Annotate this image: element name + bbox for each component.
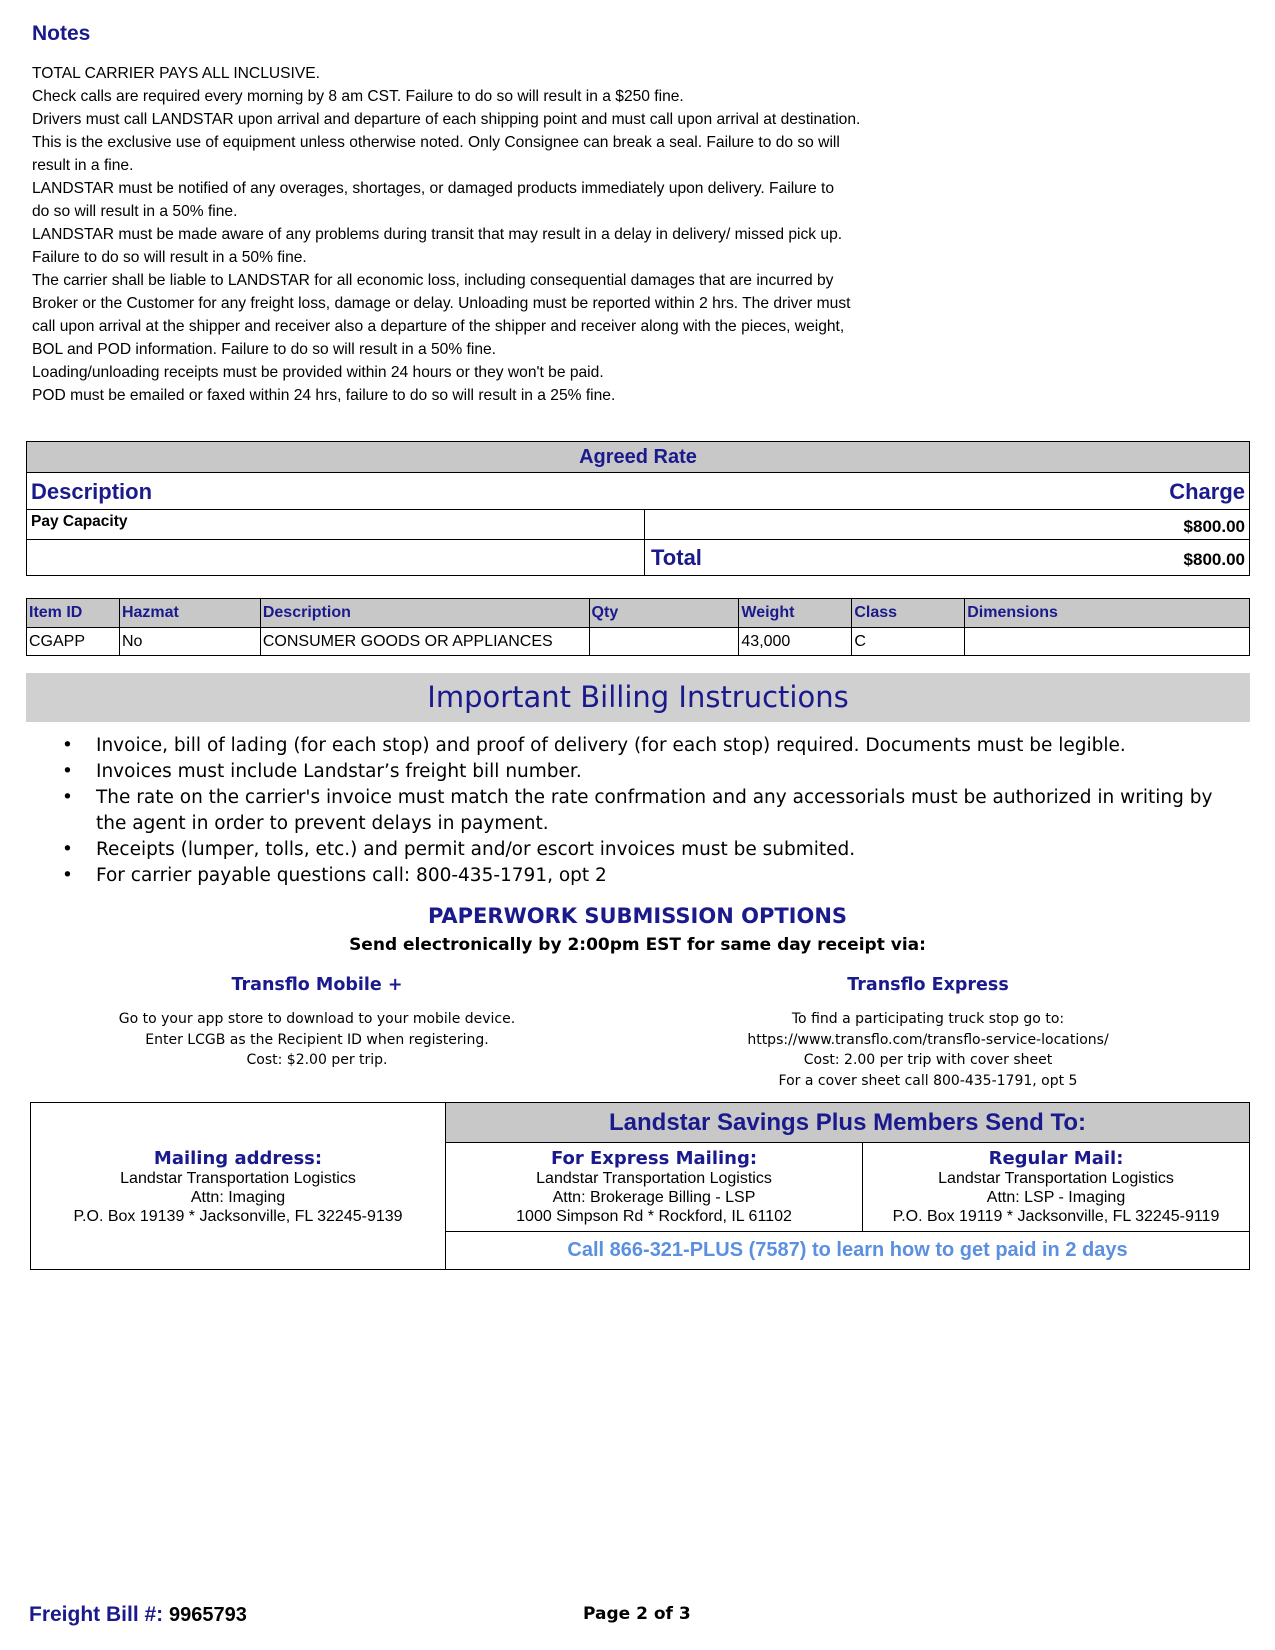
notes-line: Broker or the Customer for any freight loss, damage or delay. Unloading must be reported within 2 hrs. The driver must	[32, 295, 851, 312]
cell-qty	[589, 628, 739, 656]
notes-line: LANDSTAR must be notified of any overages, shortages, or damaged products immediately upon delivery. Failure to	[32, 180, 835, 197]
agreed-rate-title: Agreed Rate	[27, 442, 1249, 473]
notes-line: TOTAL CARRIER PAYS ALL INCLUSIVE.	[32, 65, 320, 82]
cell-item-id: CGAPP	[27, 628, 120, 656]
total-amount: $800.00	[1183, 550, 1245, 569]
regular-mail-heading: Regular Mail:	[988, 1148, 1124, 1169]
notes-line: Drivers must call LANDSTAR upon arrival and departure of each shipping point and must call upon arrival at destination.	[32, 111, 861, 128]
col-description: Description	[260, 599, 589, 628]
bullet-icon: •	[62, 735, 73, 756]
billing-title: Important Billing Instructions	[26, 673, 1250, 722]
savings-title: Landstar Savings Plus Members Send To:	[446, 1103, 1249, 1143]
notes-line: result in a fine.	[32, 157, 134, 174]
billing-list	[56, 733, 1246, 889]
list-item	[56, 785, 1246, 837]
col-item-id: Item ID	[27, 599, 120, 628]
table-row	[27, 628, 1250, 656]
bullet-text: For carrier payable questions call: 800-435-1791, opt 2	[96, 865, 607, 886]
mailing-address	[31, 1149, 445, 1226]
bullet-icon: •	[62, 787, 73, 808]
express-mailing-heading: For Express Mailing:	[550, 1148, 758, 1169]
col-weight: Weight	[739, 599, 852, 628]
freight-bill-label: Freight Bill #:	[29, 1603, 164, 1626]
notes-line: LANDSTAR must be made aware of any problems during transit that may result in a delay in delivery/ missed pick up.	[32, 226, 843, 243]
col-dimensions: Dimensions	[965, 599, 1250, 628]
bullet-icon: •	[62, 865, 73, 886]
paperwork-title: PAPERWORK SUBMISSION OPTIONS	[427, 904, 848, 928]
bullet-icon: •	[62, 839, 73, 860]
paperwork-subtitle: Send electronically by 2:00pm EST for same day receipt via:	[349, 935, 926, 955]
notes-line: Failure to do so will result in a 50% fine.	[32, 249, 307, 266]
transflo-express-line: For a cover sheet call 800-435-1791, opt 5	[778, 1072, 1078, 1089]
call-to-action: Call 866-321-PLUS (7587) to learn how to get paid in 2 days	[567, 1239, 1128, 1261]
express-mailing-address	[446, 1149, 862, 1226]
transflo-mobile-line: Cost: $2.00 per trip.	[246, 1052, 388, 1068]
notes-body	[32, 62, 992, 407]
items-table	[26, 598, 1250, 656]
list-item	[56, 837, 1246, 863]
transflo-express-line: To find a participating truck stop go to:	[791, 1011, 1065, 1027]
transflo-mobile-line: Go to your app store to download to your mobile device.	[118, 1011, 516, 1027]
transflo-express-line: Cost: 2.00 per trip with cover sheet	[803, 1052, 1053, 1068]
col-class: Class	[852, 599, 965, 628]
cell-class: C	[852, 628, 965, 656]
address-line: Landstar Transportation Logistics	[536, 1170, 772, 1187]
transflo-express	[668, 975, 1188, 1091]
address-line: 1000 Simpson Rd * Rockford, IL 61102	[516, 1208, 792, 1225]
list-item	[56, 863, 1246, 889]
mailing-address-heading: Mailing address:	[153, 1148, 323, 1169]
row-divider	[27, 539, 1249, 540]
transflo-mobile-title: Transflo Mobile +	[231, 975, 403, 995]
address-line: P.O. Box 19139 * Jacksonville, FL 32245-9139	[73, 1208, 403, 1225]
description-header: Description	[31, 479, 153, 504]
bullet-icon: •	[62, 761, 73, 782]
address-line: Attn: Brokerage Billing - LSP	[552, 1189, 756, 1206]
address-line: P.O. Box 19119 * Jacksonville, FL 32245-9119	[892, 1208, 1220, 1225]
address-line: Landstar Transportation Logistics	[120, 1170, 356, 1187]
address-line: Attn: Imaging	[190, 1189, 286, 1206]
notes-line: POD must be emailed or faxed within 24 hrs, failure to do so will result in a 25% fine.	[32, 387, 616, 404]
cell-dimensions	[965, 628, 1250, 656]
agreed-rate-table	[26, 441, 1250, 576]
notes-line: This is the exclusive use of equipment unless otherwise noted. Only Consignee can break a seal. Failure to do so will	[32, 134, 840, 151]
total-label: Total	[651, 545, 702, 570]
transflo-express-link[interactable]: https://www.transflo.com/transflo-service-locations/	[747, 1031, 1109, 1048]
bullet-text: Invoices must include Landstar’s freight bill number.	[96, 761, 582, 782]
freight-bill-number: 9965793	[169, 1604, 247, 1626]
bullet-text: Receipts (lumper, tolls, etc.) and permit and/or escort invoices must be submited.	[96, 839, 856, 860]
list-item	[56, 733, 1246, 759]
notes-title: Notes	[32, 22, 91, 45]
line-amount: $800.00	[1183, 517, 1245, 536]
transflo-mobile-line: Enter LCGB as the Recipient ID when registering.	[145, 1031, 489, 1048]
col-hazmat: Hazmat	[119, 599, 260, 628]
notes-line: do so will result in a 50% fine.	[32, 203, 238, 220]
savings-box	[30, 1102, 1250, 1270]
bullet-text: The rate on the carrier's invoice must match the rate confrmation and any accessorials must be authorized in writing by the agent in order to prevent delays in payment.	[96, 787, 1213, 834]
cell-hazmat: No	[119, 628, 260, 656]
address-line: Landstar Transportation Logistics	[938, 1170, 1174, 1187]
column-divider	[644, 509, 645, 575]
regular-mail-address	[863, 1149, 1249, 1226]
transflo-express-title: Transflo Express	[847, 975, 1009, 995]
notes-line: Check calls are required every morning by 8 am CST. Failure to do so will result in a $250 fine.	[32, 88, 684, 105]
cell-weight: 43,000	[739, 628, 852, 656]
notes-line: The carrier shall be liable to LANDSTAR for all economic loss, including consequential damages that are incurred by	[32, 272, 834, 289]
notes-line: Loading/unloading receipts must be provided within 24 hours or they won't be paid.	[32, 364, 604, 381]
items-header-row	[27, 599, 1250, 628]
transflo-mobile	[57, 975, 577, 1071]
line-description: Pay Capacity	[31, 513, 128, 530]
cell-description: CONSUMER GOODS OR APPLIANCES	[260, 628, 589, 656]
list-item	[56, 759, 1246, 785]
notes-line: BOL and POD information. Failure to do so will result in a 50% fine.	[32, 341, 496, 358]
page-number: Page 2 of 3	[583, 1604, 691, 1624]
charge-header: Charge	[1169, 479, 1245, 504]
freight-bill	[29, 1603, 247, 1627]
bullet-text: Invoice, bill of lading (for each stop) and proof of delivery (for each stop) required. Documents must be legible.	[96, 735, 1126, 756]
row-divider	[27, 509, 1249, 510]
address-line: Attn: LSP - Imaging	[986, 1189, 1126, 1206]
col-qty: Qty	[589, 599, 739, 628]
notes-line: call upon arrival at the shipper and receiver also a departure of the shipper and receiver along with the pieces, weight,	[32, 318, 845, 335]
